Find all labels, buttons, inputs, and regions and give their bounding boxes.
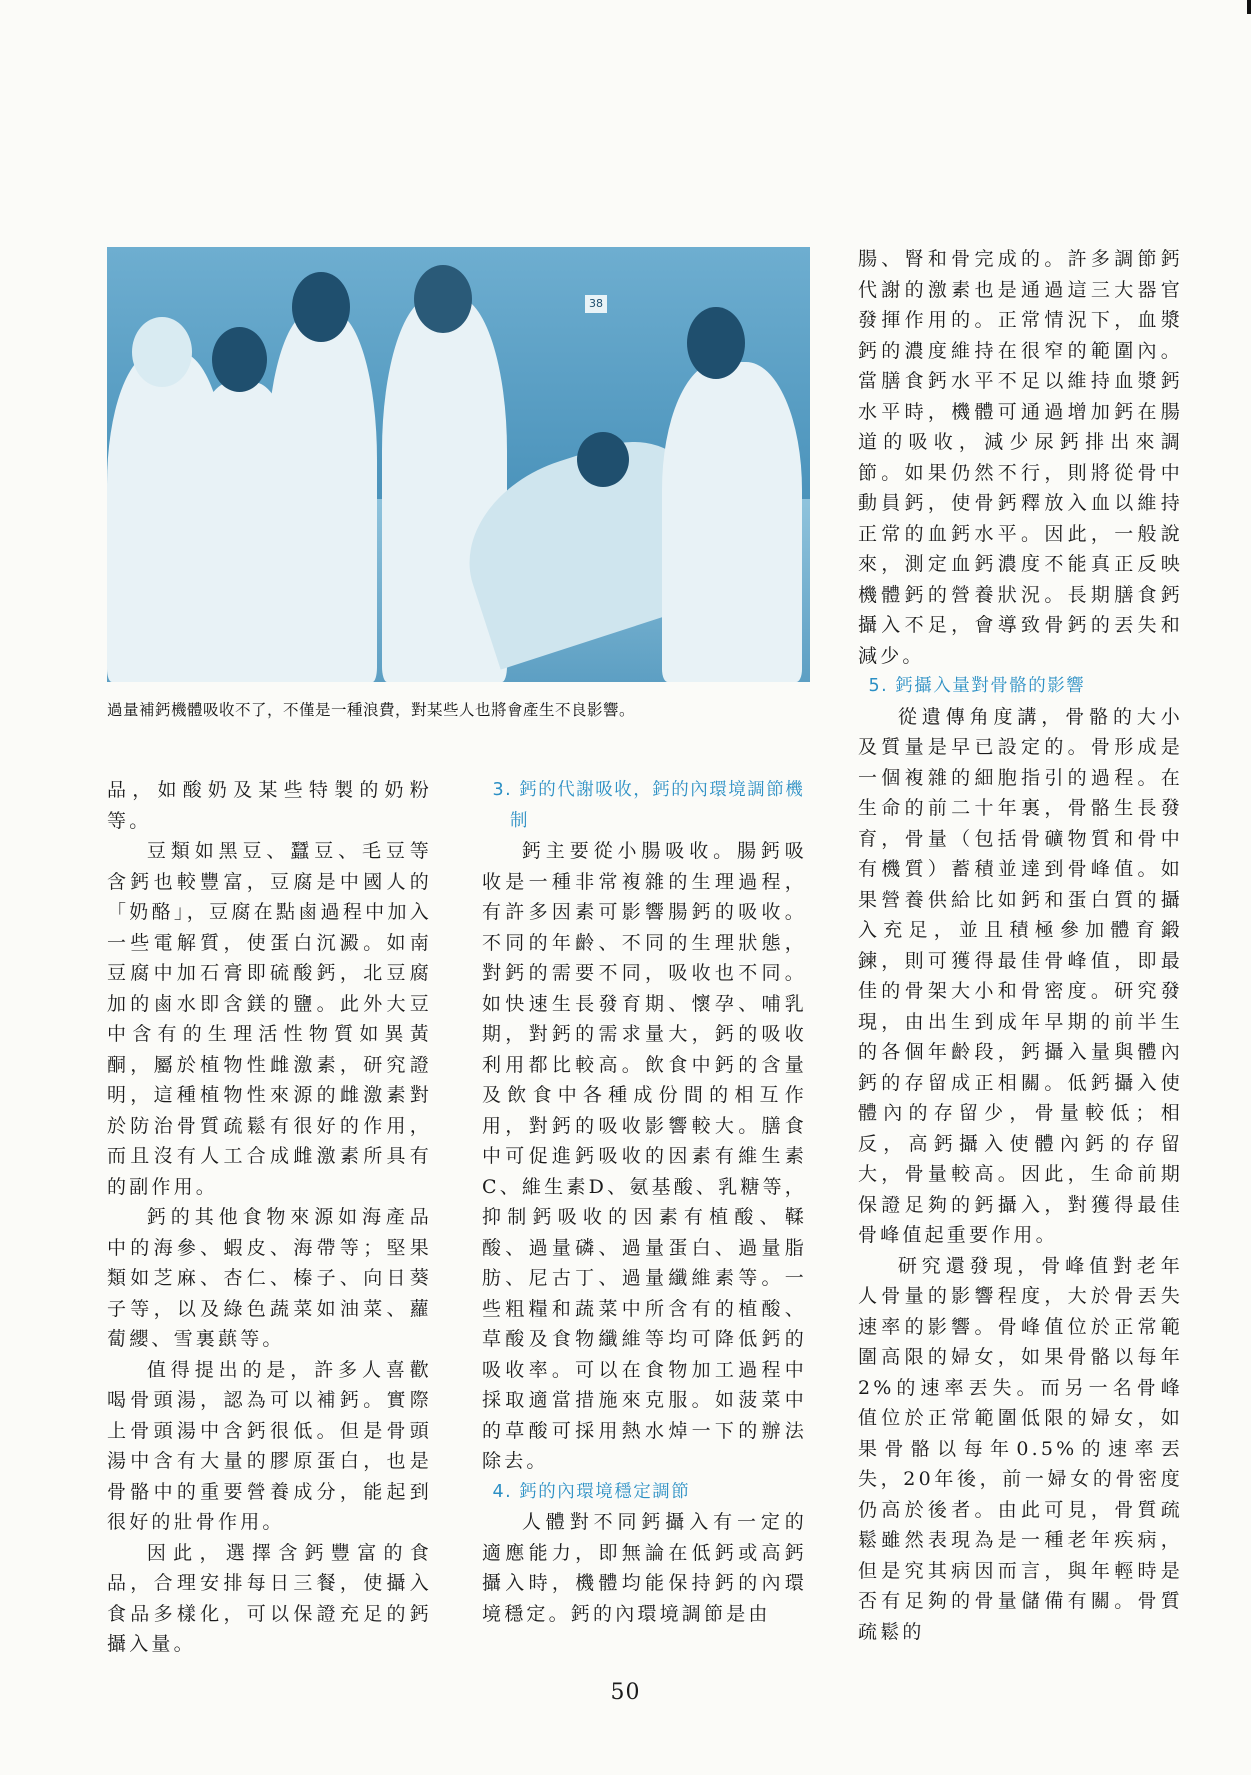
- paragraph: 從遺傳角度講，骨骼的大小及質量是早已設定的。骨形成是一個複雜的細胞指引的過程。在生命的前二十年裏，骨骼生長發育，骨量（包括骨礦物質和骨中有機質）蓄積並達到骨峰值。如果營養供給比如鈣和蛋白質的攝入充足，並且積極參加體育鍛鍊，則可獲得最佳骨峰值，即最佳的骨架大小和骨密度。研究發現，由出生到成年早期的前半生的各個年齡段，鈣攝入量與體內鈣的存留成正相關。低鈣攝入使體內的存留少，骨量較低；相反，高鈣攝入使體內鈣的存留大，骨量較高。因此，生命前期保證足夠的鈣攝入，對獲得最佳骨峰值起重要作用。: [858, 705, 1183, 1246]
- photo-doctor-3: [267, 312, 377, 682]
- paragraph: 鈣主要從小腸吸收。腸鈣吸收是一種非常複雜的生理過程，有許多因素可影響腸鈣的吸收。不同的年齡、不同的生理狀態，對鈣的需要不同，吸收也不同。如快速生長發育期、懷孕、哺乳期，對鈣的需求量大，鈣的吸收利用都比較高。飲食中鈣的含量及飲食中各種成份間的相互作用，對鈣的吸收影響較大。膳食中可促進鈣吸收的因素有維生素C、維生素D、氨基酸、乳糖等，抑制鈣吸收的因素有植酸、鞣酸、過量磷、過量蛋白、過量脂肪、尼古丁、過量纖維素等。一些粗糧和蔬菜中所含有的植酸、草酸及食物纖維等均可降低鈣的吸收率。可以在食物加工過程中採取適當措施來克服。如菠菜中的草酸可採用熱水焯一下的辦法除去。: [482, 840, 807, 1472]
- paragraph: 豆類如黑豆、蠶豆、毛豆等含鈣也較豐富，豆腐是中國人的「奶酪」，豆腐在點鹵過程中加入一些電解質，使蛋白沉澱。如南豆腐中加石膏即硫酸鈣，北豆腐加的鹵水即含鎂的鹽。此外大豆中含有的生理活性物質如異黃酮，屬於植物性雌激素，研究證明，這種植物性來源的雌激素對於防治骨質疏鬆有很好的作用，而且沒有人工合成雌激素所具有的副作用。: [107, 840, 432, 1198]
- photo-patient-head: [577, 432, 629, 487]
- photo-head-1: [132, 317, 192, 387]
- paragraph: 品，如酸奶及某些特製的奶粉等。: [107, 779, 432, 832]
- paragraph: 因此，選擇含鈣豐富的食品，合理安排每日三餐，使攝入食品多樣化，可以保證充足的鈣攝入量。: [107, 1541, 432, 1655]
- section-heading-4: 4. 鈣的內環境穩定調節: [492, 1481, 691, 1502]
- photo-head-4: [414, 265, 472, 333]
- paragraph: 鈣的其他食物來源如海產品中的海參、蝦皮、海帶等；堅果類如芝麻、杏仁、榛子、向日葵子等，以及綠色蔬菜如油菜、蘿蔔纓、雪裏蕻等。: [107, 1206, 432, 1350]
- photo-caption: 過量補鈣機體吸收不了，不僅是一種浪費，對某些人也將會產生不良影響。: [107, 701, 636, 719]
- section-heading-3: 3. 鈣的代謝吸收，鈣的內環境調節機制: [492, 780, 805, 831]
- photo-head-2: [212, 327, 267, 392]
- hospital-ward-photo: [107, 247, 810, 682]
- text-column-2: [482, 775, 807, 1629]
- paragraph: 值得提出的是，許多人喜歡喝骨頭湯，認為可以補鈣。實際上骨頭湯中含鈣很低。但是骨頭湯中含有大量的膠原蛋白，也是骨骼中的重要營養成分，能起到很好的壯骨作用。: [107, 1358, 432, 1533]
- scan-edge-mark: [1247, 0, 1251, 14]
- photo-head-5: [687, 307, 745, 379]
- paragraph: 人體對不同鈣攝入有一定的適應能力，即無論在低鈣或高鈣攝入時，機體均能保持鈣的內環境穩定。鈣的內環境調節是由: [482, 1511, 807, 1625]
- text-column-3: [858, 244, 1183, 1647]
- text-column-1: [107, 775, 432, 1660]
- photo-wall-sign-right: 38: [585, 295, 607, 313]
- paragraph: 腸、腎和骨完成的。許多調節鈣代謝的激素也是通過這三大器官發揮作用的。正常情況下，血漿鈣的濃度維持在很窄的範圍內。當膳食鈣水平不足以維持血漿鈣水平時，機體可通過增加鈣在腸道的吸收，減少尿鈣排出來調節。如果仍然不行，則將從骨中動員鈣，使骨鈣釋放入血以維持正常的血鈣水平。因此，一般說來，測定血鈣濃度不能真正反映機體鈣的營養狀況。長期膳食鈣攝入不足，會導致骨鈣的丟失和減少。: [858, 248, 1183, 667]
- paragraph: 研究還發現，骨峰值對老年人骨量的影響程度，大於骨丟失速率的影響。骨峰值位於正常範圍高限的婦女，如果骨骼以每年2%的速率丟失。而另一名骨峰值位於正常範圍低限的婦女，如果骨骼以每年0.5%的速率丟失，20年後，前一婦女的骨密度仍高於後者。由此可見，骨質疏鬆雖然表現為是一種老年疾病，但是究其病因而言，與年輕時是否有足夠的骨量儲備有關。骨質疏鬆的: [858, 1254, 1183, 1643]
- photo-head-3: [292, 272, 350, 342]
- section-heading-5: 5. 鈣攝入量對骨骼的影響: [868, 676, 1086, 696]
- photo-nurse-right: [662, 362, 802, 682]
- page-number: 50: [610, 1680, 641, 1705]
